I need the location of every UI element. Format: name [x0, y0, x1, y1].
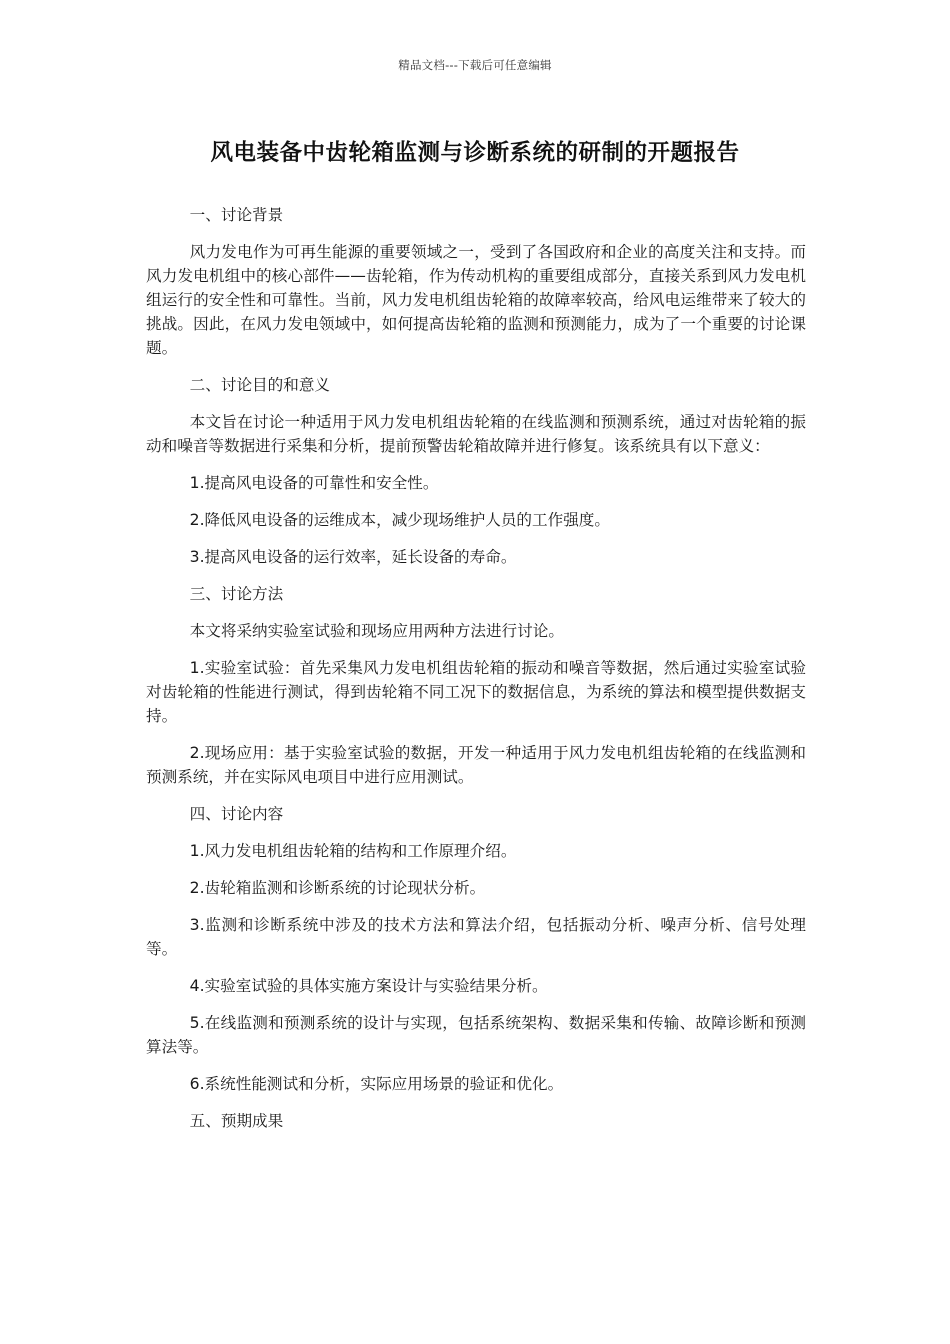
paragraph-purpose: 本文旨在讨论一种适用于风力发电机组齿轮箱的在线监测和预测系统，通过对齿轮箱的振动和噪音等数据进行采集和分析，提前预警齿轮箱故障并进行修复。该系统具有以下意义： — [146, 413, 806, 455]
list-item-significance-2: 2.降低风电设备的运维成本，减少现场维护人员的工作强度。 — [189, 511, 610, 529]
list-item-significance-1: 1.提高风电设备的可靠性和安全性。 — [189, 474, 439, 492]
section-heading-expected-results: 五、预期成果 — [189, 1112, 284, 1130]
section-heading-purpose: 二、讨论目的和意义 — [189, 376, 331, 394]
header-note: 精品文档---下载后可任意编辑 — [398, 58, 552, 72]
list-item-method-1: 1.实验室试验：首先采集风力发电机组齿轮箱的振动和噪音等数据，然后通过实验室试验对齿轮箱的性能进行测试，得到齿轮箱不同工况下的数据信息，为系统的算法和模型提供数据支持。 — [146, 659, 806, 725]
list-item-significance-3: 3.提高风电设备的运行效率，延长设备的寿命。 — [189, 548, 517, 566]
section-heading-methods: 三、讨论方法 — [189, 585, 284, 603]
list-item-content-3: 3.监测和诊断系统中涉及的技术方法和算法介绍，包括振动分析、噪声分析、信号处理等。 — [146, 916, 806, 958]
list-item-content-2: 2.齿轮箱监测和诊断系统的讨论现状分析。 — [189, 879, 486, 897]
document-body — [146, 203, 806, 1146]
section-heading-background: 一、讨论背景 — [189, 206, 284, 224]
list-item-content-5: 5.在线监测和预测系统的设计与实现，包括系统架构、数据采集和传输、故障诊断和预测算法等。 — [146, 1014, 806, 1056]
list-item-content-6: 6.系统性能测试和分析，实际应用场景的验证和优化。 — [189, 1075, 564, 1093]
paragraph-methods: 本文将采纳实验室试验和现场应用两种方法进行讨论。 — [189, 622, 564, 640]
document-title: 风电装备中齿轮箱监测与诊断系统的研制的开题报告 — [210, 140, 740, 166]
list-item-method-2: 2.现场应用：基于实验室试验的数据，开发一种适用于风力发电机组齿轮箱的在线监测和预测系统，并在实际风电项目中进行应用测试。 — [146, 744, 806, 786]
paragraph-background: 风力发电作为可再生能源的重要领域之一，受到了各国政府和企业的高度关注和支持。而风力发电机组中的核心部件——齿轮箱，作为传动机构的重要组成部分，直接关系到风力发电机组运行的安全性和可靠性。当前，风力发电机组齿轮箱的故障率较高，给风电运维带来了较大的挑战。因此，在风力发电领域中，如何提高齿轮箱的监测和预测能力，成为了一个重要的讨论课题。 — [146, 243, 806, 357]
list-item-content-4: 4.实验室试验的具体实施方案设计与实验结果分析。 — [189, 977, 548, 995]
section-heading-content: 四、讨论内容 — [189, 805, 284, 823]
list-item-content-1: 1.风力发电机组齿轮箱的结构和工作原理介绍。 — [189, 842, 517, 860]
